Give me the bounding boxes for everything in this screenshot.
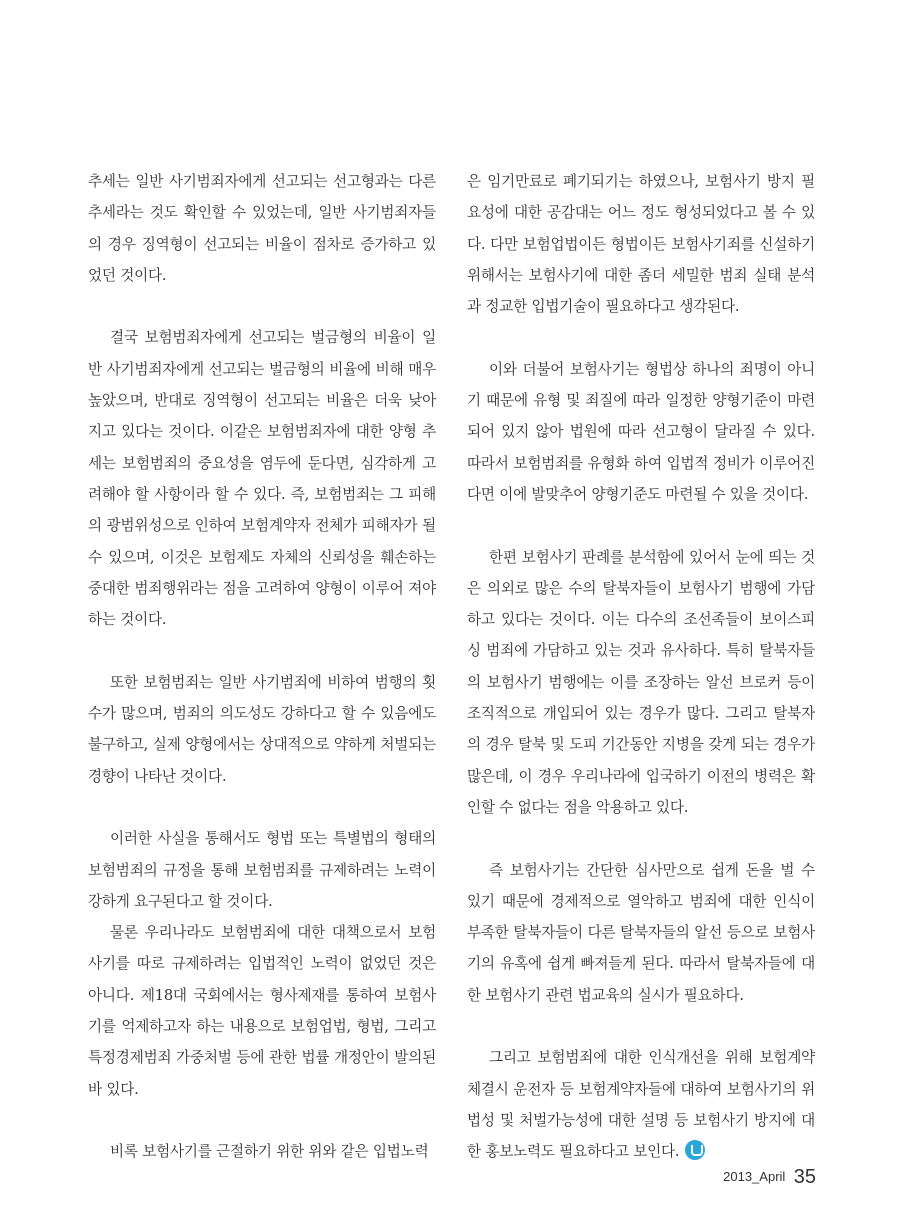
paragraph bbox=[467, 542, 815, 824]
paragraph-spacer bbox=[88, 291, 436, 322]
paragraph-spacer bbox=[467, 823, 815, 854]
paragraph-spacer bbox=[88, 635, 436, 666]
paragraph-text: 비록 보험사기를 근절하기 위한 위와 같은 입법노력 bbox=[110, 1143, 429, 1161]
paragraph bbox=[467, 166, 815, 322]
page-footer bbox=[723, 1166, 816, 1189]
paragraph-text: 한편 보험사기 판례를 분석함에 있어서 눈에 띄는 것은 의외로 많은 수의 탈북자들이 보험사기 범행에 가담하고 있다는 것이다. 이는 다수의 조선족들이 보이스피싱 범죄에 가담하고 있는 것과 유사하다. 특히 탈북자들의 보험사기 범행에는 이를 조장하는 알선 브로커 등이 조직적으로 개입되어 있는 경우가 많다. 그리고 탈북자의 경우 탈북 및 도피 기간동안 지병을 갖게 되는 경우가 많은데, 이 경우 우리나라에 입국하기 이전의 병력은 확인할 수 없다는 점을 악용하고 있다. bbox=[467, 548, 815, 816]
right-column bbox=[467, 166, 815, 1168]
paragraph-spacer bbox=[88, 792, 436, 823]
paragraph bbox=[88, 166, 436, 291]
paragraph-text: 은 임기만료로 폐기되기는 하였으나, 보험사기 방지 필요성에 대한 공감대는 어느 정도 형성되었다고 볼 수 있다. 다만 보험업법이든 형법이든 보험사기죄를 신설하기 위해서는 보험사기에 대한 좀더 세밀한 범죄 실태 분석과 정교한 입법기술이 필요하다고 생각된다. bbox=[467, 173, 815, 316]
paragraph bbox=[88, 1136, 436, 1167]
paragraph bbox=[88, 917, 436, 1105]
paragraph-text: 이러한 사실을 통해서도 형법 또는 특별법의 형태의 보험범죄의 규정을 통해 보험범죄를 규제하려는 노력이 강하게 요구된다고 할 것이다. bbox=[88, 830, 436, 910]
paragraph bbox=[88, 667, 436, 792]
paragraph-spacer bbox=[467, 510, 815, 541]
paragraph-spacer bbox=[467, 322, 815, 353]
left-column bbox=[88, 166, 436, 1168]
paragraph-text: 물론 우리나라도 보험범죄에 대한 대책으로서 보험사기를 따로 규제하려는 입법적인 노력이 없었던 것은 아니다. 제18대 국회에서는 형사제재를 통하여 보험사기를 억제하고자 하는 내용으로 보험업법, 형법, 그리고 특정경제범죄 가중처벌 등에 관한 법률 개정안이 발의된 바 있다. bbox=[88, 924, 436, 1098]
page-number: 35 bbox=[793, 1166, 816, 1188]
paragraph-text: 결국 보험범죄자에게 선고되는 벌금형의 비율이 일반 사기범죄자에게 선고되는 벌금형의 비율에 비해 매우 높았으며, 반대로 징역형이 선고되는 비율은 더욱 낮아지고 있다는 것이다. 이같은 보험범죄자에 대한 양형 추세는 보험범죄의 중요성을 염두에 둔다면, 심각하게 고려해야 할 사항이라 할 수 있다. 즉, 보험범죄는 그 피해의 광범위성으로 인하여 보험계약자 전체가 피해자가 될 수 있으며, 이것은 보험제도 자체의 신뢰성을 훼손하는 중대한 범죄행위라는 점을 고려하여 양형이 이루어 져야 하는 것이다. bbox=[88, 329, 436, 629]
issue-label: 2013_April bbox=[723, 1169, 786, 1184]
paragraph-text: 이와 더불어 보험사기는 형법상 하나의 죄명이 아니기 때문에 유형 및 죄질에 따라 일정한 양형기준이 마련되어 있지 않아 법원에 따라 선고형이 달라질 수 있다. 따라서 보험범죄를 유형화 하여 입법적 정비가 이루어진다면 이에 발맞추어 양형기준도 마련될 수 있을 것이다. bbox=[467, 360, 815, 503]
paragraph-text: 그리고 보험범죄에 대한 인식개선을 위해 보험계약체결시 운전자 등 보험계약자들에 대하여 보험사기의 위법성 및 처벌가능성에 대한 설명 등 보험사기 방지에 대한 홍보노력도 필요하다고 보인다. bbox=[467, 1049, 815, 1161]
paragraph bbox=[88, 322, 436, 635]
paragraph-spacer bbox=[467, 1011, 815, 1042]
paragraph-spacer bbox=[88, 1105, 436, 1136]
paragraph-text: 추세는 일반 사기범죄자에게 선고되는 선고형과는 다른 추세라는 것도 확인할 수 있었는데, 일반 사기범죄자들의 경우 징역형이 선고되는 비율이 점차로 증가하고 있었던 것이다. bbox=[88, 173, 436, 284]
paragraph bbox=[467, 354, 815, 510]
paragraph-text: 또한 보험범죄는 일반 사기범죄에 비하여 범행의 횟수가 많으며, 범죄의 의도성도 강하다고 할 수 있음에도 불구하고, 실제 양형에서는 상대적으로 약하게 처벌되는 경향이 나타난 것이다. bbox=[88, 673, 436, 785]
paragraph bbox=[467, 1042, 815, 1167]
paragraph bbox=[467, 855, 815, 1011]
paragraph-text: 즉 보험사기는 간단한 심사만으로 쉽게 돈을 벌 수 있기 때문에 경제적으로 열악하고 범죄에 대한 인식이 부족한 탈북자들이 다른 탈북자들의 알선 등으로 보험사기의 유혹에 쉽게 빠져들게 된다. 따라서 탈북자들에 대한 보험사기 관련 법교육의 실시가 필요하다. bbox=[467, 861, 815, 1004]
article-end-icon bbox=[685, 1140, 705, 1160]
paragraph bbox=[88, 823, 436, 917]
